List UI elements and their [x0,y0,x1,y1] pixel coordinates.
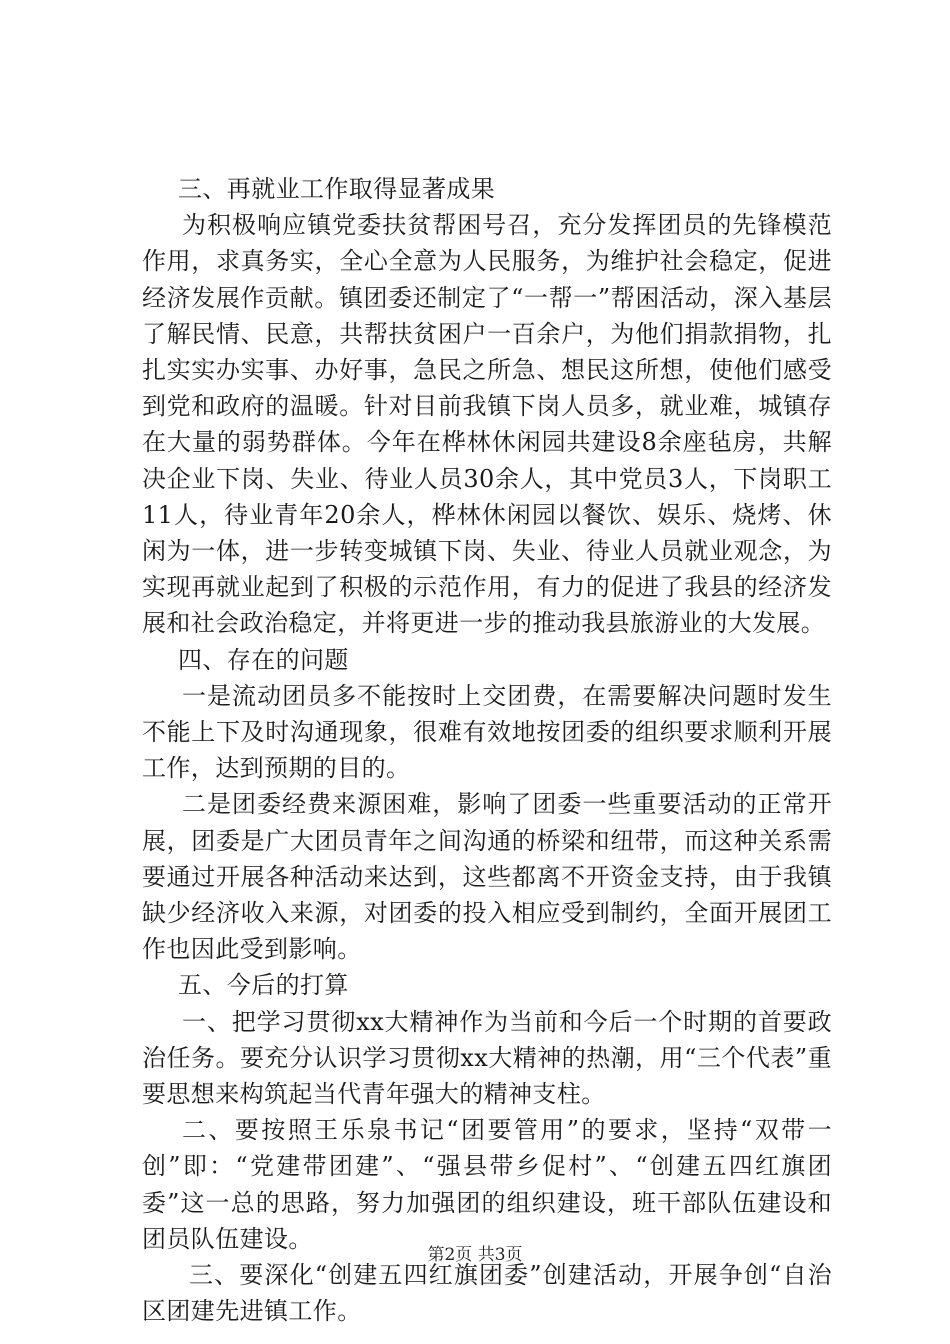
paragraph-plan-1: 一、把学习贯彻xx大精神作为当前和今后一个时期的首要政治任务。要充分认识学习贯彻xx大精神的热潮，用“三个代表”重要思想来构筑起当代青年强大的精神支柱。 [142,1007,832,1109]
section-heading-4: 四、存在的问题 [178,645,349,674]
section-heading-3: 三、再就业工作取得显著成果 [178,175,496,203]
paragraph-reemployment: 为积极响应镇党委扶贫帮困号召，充分发挥团员的先锋模范作用，求真务实，全心全意为人民服务，为维护社会稳定，促进经济发展作贡献。镇团委还制定了“一帮一”帮困活动，深入基层了解民情、民意，共帮扶贫困户一百余户，为他们捐款捐物，扎扎实实办实事、办好事，急民之所急、想民这所想，使他们感受到党和政府的温暖。针对目前我镇下岗人员多，就业难，城镇存在大量的弱势群体。今年在桦林休闲园共建设8余座毡房，共解决企业下岗、失业、待业人员30余人，其中党员3人，下岗职工11人，待业青年20余人，桦林休闲园以餐饮、娱乐、烧烤、休闲为一体，进一步转变城镇下岗、失业、待业人员就业观念，为实现再就业起到了积极的示范作用，有力的促进了我县的经济发展和社会政治稳定，并将更进一步的推动我县旅游业的大发展。 [142,211,832,638]
paragraph-plan-2: 二、要按照王乐泉书记“团要管用”的要求，坚持“双带一创”即：“党建带团建”、“强县带乡促村”、“创建五四红旗团委”这一总的思路，努力加强团的组织建设，班干部队伍建设和团员队伍建设。 [142,1116,832,1253]
paragraph-plan-3: 三、要深化“创建五四红旗团委”创建活动，开展争创“自治区团建先进镇工作。 [142,1261,832,1326]
page-number-footer: 第2页 共3页 [427,1245,523,1265]
section-heading-5: 五、今后的打算 [178,971,349,1000]
document-body [142,171,832,1330]
paragraph-problem-2: 二是团委经费来源困难，影响了团委一些重要活动的正常开展，团委是广大团员青年之间沟通的桥梁和纽带，而这种关系需要通过开展各种活动来达到，这些都离不开资金支持，由于我镇缺少经济收入来源，对团委的投入相应受到制约，全面开展团工作也因此受到影响。 [142,790,832,964]
paragraph-problem-1: 一是流动团员多不能按时上交团费，在需要解决问题时发生不能上下及时沟通现象，很难有效地按团委的组织要求顺利开展工作，达到预期的目的。 [142,681,832,783]
